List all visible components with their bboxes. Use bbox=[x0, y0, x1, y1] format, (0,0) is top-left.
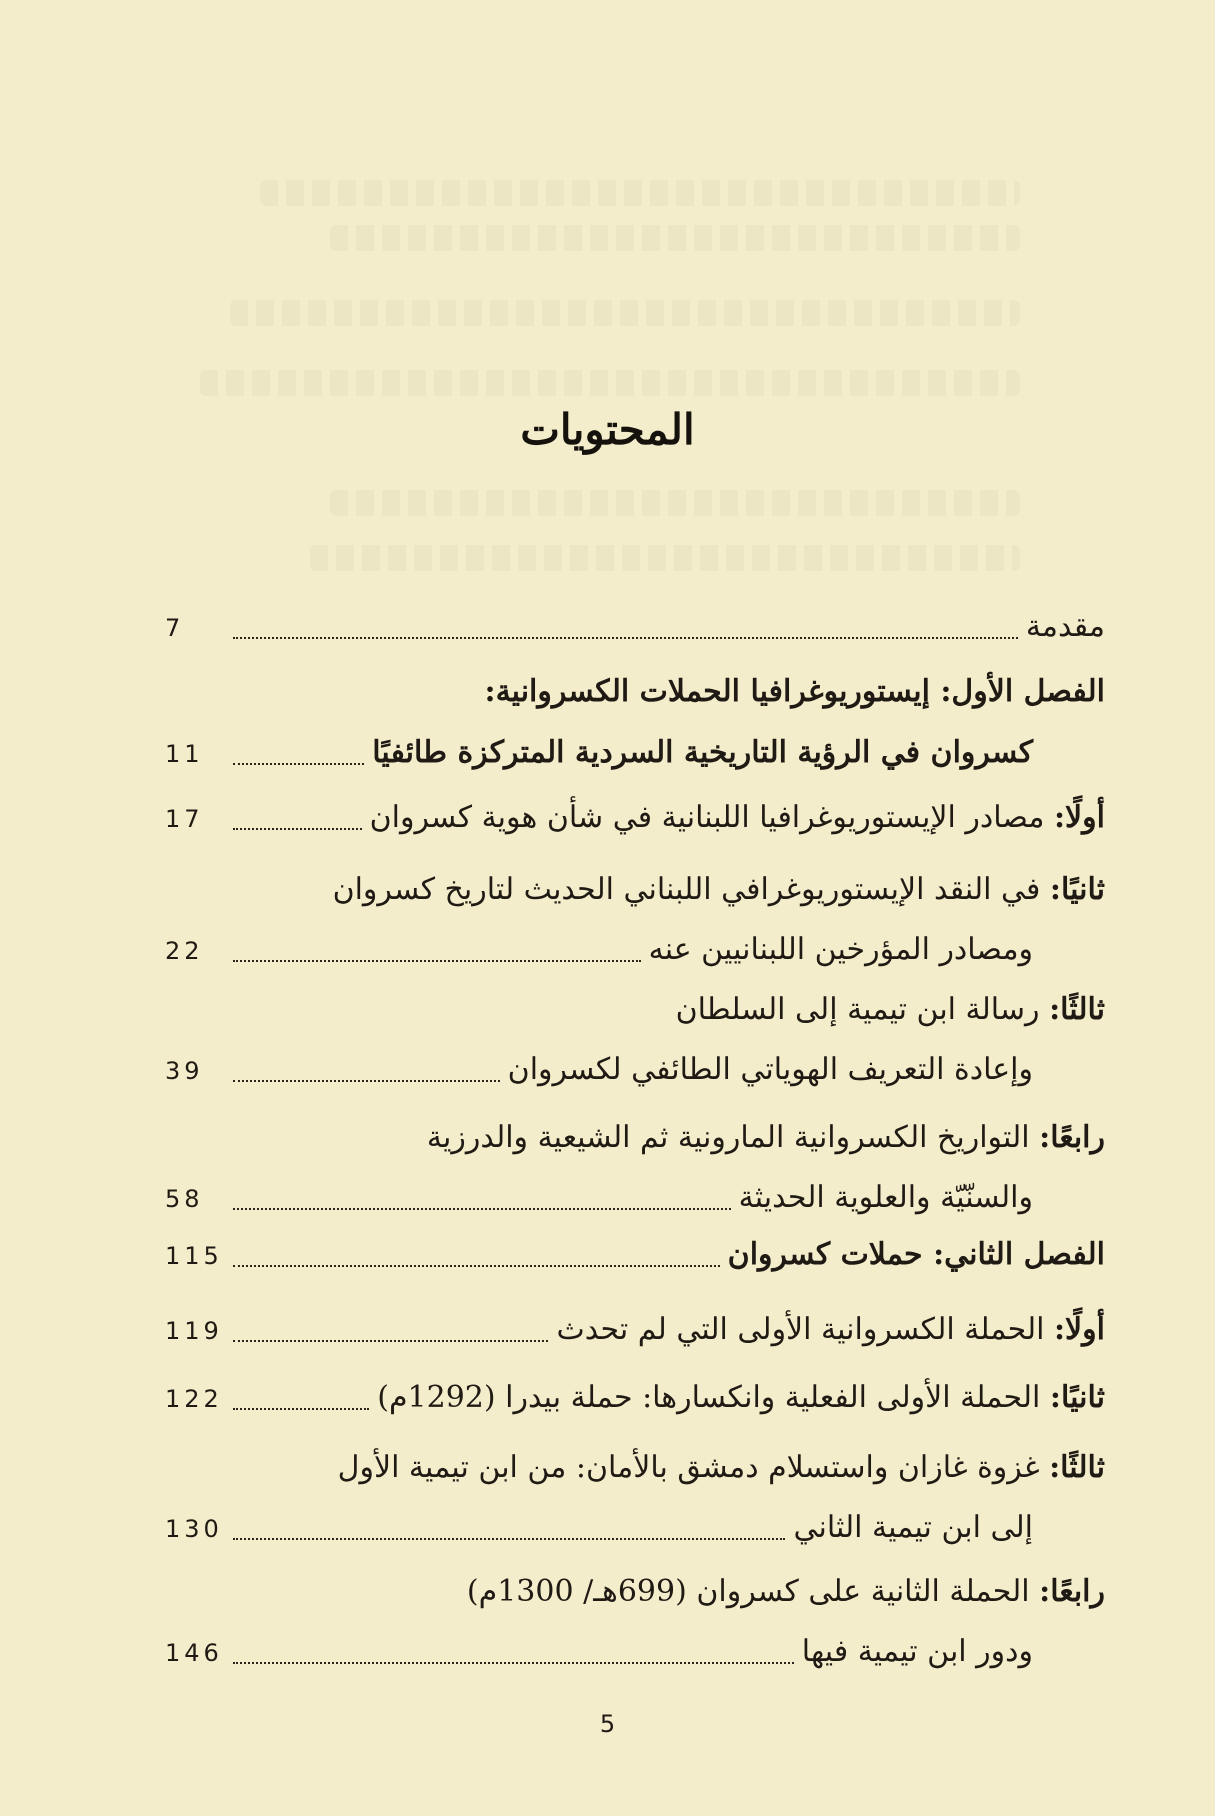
dot-leader bbox=[233, 1661, 794, 1664]
toc-entry-lead: ثانيًا: bbox=[1049, 1380, 1105, 1415]
dot-leader bbox=[233, 1264, 720, 1267]
toc-entry-continuation: ومصادر المؤرخين اللبنانيين عنه bbox=[648, 932, 1033, 967]
toc-entry-title-text: في النقد الإيستوريوغرافي اللبناني الحديث لتاريخ كسروان bbox=[332, 872, 1041, 907]
toc-entry-title-text: رسالة ابن تيمية إلى السلطان bbox=[675, 992, 1040, 1027]
toc-entry-title bbox=[485, 672, 1106, 712]
toc-entry[interactable] bbox=[165, 870, 1105, 971]
toc-entry[interactable] bbox=[165, 1118, 1105, 1219]
toc-page-number: 22 bbox=[165, 937, 204, 965]
toc-entry-lead: الفصل الأول: bbox=[940, 674, 1105, 709]
toc-entry-title-text: حملات كسروان bbox=[727, 1237, 923, 1272]
toc-entry-chapter-subtitle[interactable] bbox=[165, 733, 1105, 774]
toc-page-number: 17 bbox=[165, 805, 204, 833]
toc-entry[interactable] bbox=[165, 1448, 1105, 1549]
toc-entry-continuation: والسنّيّة والعلوية الحديثة bbox=[738, 1180, 1033, 1215]
bleed-through-line bbox=[260, 180, 1020, 206]
toc-entry[interactable] bbox=[165, 1572, 1105, 1673]
page-folio-number: 5 bbox=[599, 1710, 616, 1738]
bleed-through-line bbox=[330, 225, 1020, 251]
toc-page-number: 11 bbox=[165, 740, 204, 768]
toc-page-number: 7 bbox=[165, 614, 185, 642]
toc-entry-lead: رابعًا: bbox=[1039, 1574, 1105, 1609]
toc-entry-continuation: ودور ابن تيمية فيها bbox=[801, 1634, 1033, 1669]
toc-entry-lead: ثالثًا: bbox=[1049, 1450, 1105, 1485]
toc-entry-title-text: الحملة الأولى الفعلية وانكسارها: حملة بيدرا (1292م) bbox=[377, 1380, 1041, 1415]
toc-page-number: 146 bbox=[165, 1639, 223, 1667]
dot-leader bbox=[233, 1537, 785, 1540]
toc-entry-lead: أولًا: bbox=[1053, 1312, 1105, 1347]
toc-entry-lead: ثالثًا: bbox=[1049, 992, 1105, 1027]
toc-entry-title bbox=[338, 1448, 1105, 1488]
toc-entry-title bbox=[467, 1572, 1105, 1612]
toc-entry-title-text: الحملة الكسروانية الأولى التي لم تحدث bbox=[556, 1312, 1045, 1347]
dot-leader bbox=[233, 959, 641, 962]
dot-leader bbox=[233, 1339, 548, 1342]
bleed-through-line bbox=[310, 545, 1020, 571]
toc-entry-title bbox=[427, 1118, 1105, 1158]
page-title: المحتويات bbox=[520, 405, 695, 454]
toc-entry[interactable] bbox=[165, 1378, 1105, 1419]
toc-entry-title-text: الحملة الثانية على كسروان (699هـ/ 1300م) bbox=[466, 1574, 1030, 1609]
toc-page-number: 119 bbox=[165, 1317, 223, 1345]
toc-entry-continuation: وإعادة التعريف الهوياتي الطائفي لكسروان bbox=[507, 1052, 1033, 1087]
dot-leader bbox=[233, 762, 364, 765]
toc-entry-lead: رابعًا: bbox=[1039, 1120, 1105, 1155]
toc-page-number: 122 bbox=[165, 1385, 223, 1413]
toc-page-number: 130 bbox=[165, 1515, 223, 1543]
dot-leader bbox=[233, 1207, 731, 1210]
toc-entry[interactable] bbox=[165, 1310, 1105, 1351]
toc-entry-title bbox=[728, 1235, 1105, 1275]
toc-entry[interactable] bbox=[165, 798, 1105, 839]
toc-entry-title-text: التواريخ الكسروانية المارونية ثم الشيعية والدرزية bbox=[426, 1120, 1030, 1155]
toc-entry[interactable] bbox=[165, 990, 1105, 1091]
dot-leader bbox=[233, 1407, 369, 1410]
toc-entry-title bbox=[556, 1310, 1105, 1350]
toc-entry-title-text: غزوة غازان واستسلام دمشق بالأمان: من ابن تيمية الأول bbox=[337, 1450, 1040, 1485]
toc-entry-title bbox=[377, 1378, 1105, 1418]
bleed-through-line bbox=[230, 300, 1020, 326]
toc-page-number: 58 bbox=[165, 1185, 204, 1213]
toc-entry-title bbox=[370, 798, 1105, 838]
dot-leader bbox=[233, 827, 362, 830]
toc-page-number: 115 bbox=[165, 1242, 223, 1270]
dot-leader bbox=[233, 636, 1018, 639]
toc-entry-lead: ثانيًا: bbox=[1049, 872, 1105, 907]
toc-page-number: 39 bbox=[165, 1057, 204, 1085]
toc-entry-title: كسروان في الرؤية التاريخية السردية المتركزة طائفيًا bbox=[372, 735, 1033, 770]
bleed-through-line bbox=[200, 370, 1020, 396]
toc-entry-introduction[interactable] bbox=[165, 607, 1105, 648]
toc-entry-continuation: إلى ابن تيمية الثاني bbox=[793, 1510, 1033, 1545]
toc-entry-title bbox=[676, 990, 1105, 1030]
toc-entry-title-text: إيستوريوغرافيا الحملات الكسروانية: bbox=[484, 674, 930, 709]
toc-entry-title bbox=[333, 870, 1105, 910]
toc-entry-title: مقدمة bbox=[1025, 609, 1105, 644]
toc-entry-title-text: مصادر الإيستوريوغرافيا اللبنانية في شأن هوية كسروان bbox=[369, 800, 1045, 835]
toc-chapter-heading[interactable] bbox=[165, 672, 1105, 712]
toc-entry-lead: الفصل الثاني: bbox=[933, 1237, 1105, 1272]
bleed-through-line bbox=[330, 490, 1020, 516]
toc-chapter-heading[interactable] bbox=[165, 1235, 1105, 1276]
toc-entry-lead: أولًا: bbox=[1053, 800, 1105, 835]
dot-leader bbox=[233, 1079, 500, 1082]
